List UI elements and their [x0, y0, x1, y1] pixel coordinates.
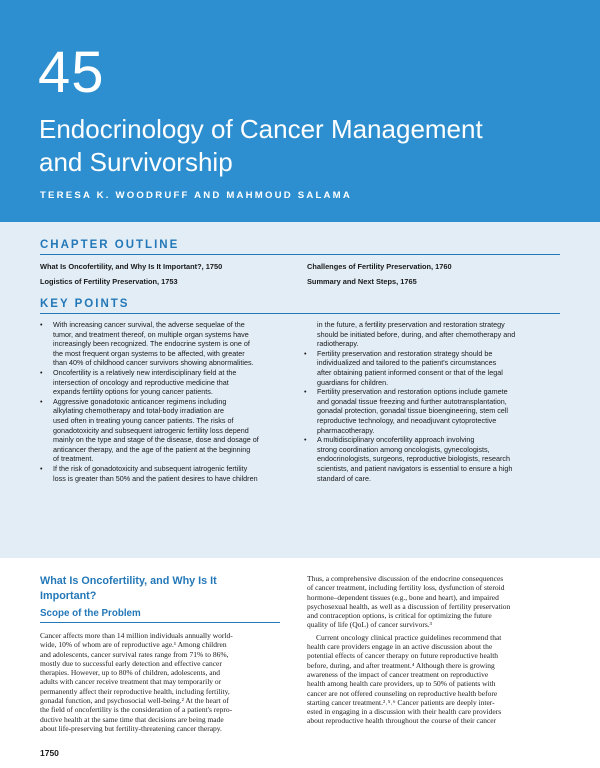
text-line: awareness of the impact of cancer treatment on reproductive: [307, 669, 489, 679]
outline-divider: [40, 254, 560, 255]
text-line: health care providers engage in an active discussion about the: [307, 642, 493, 652]
text-line: expands fertility options for young cancer patients.: [53, 387, 213, 397]
key-point-item: [40, 368, 302, 397]
chapter-title: [39, 113, 579, 179]
text-line: of treatment.: [53, 454, 94, 464]
text-line: guardians for children.: [317, 377, 389, 387]
text-line: hormone–dependent tissues (e.g., bone and heart), and impaired: [307, 592, 499, 602]
key-point-item: [40, 320, 302, 368]
text-line: Fertility preservation and restoration options include gamete: [317, 387, 508, 397]
key-points-left-column: [40, 320, 302, 483]
text-line: individualized and tailored to the patient's circumstances: [317, 358, 497, 368]
text-line: and contraception options, is critical for optimizing the future: [307, 611, 492, 621]
bullet-icon: •: [40, 367, 43, 377]
text-line: tumor, and treatment thereof, on multiple organ systems have: [53, 329, 249, 339]
text-line: gonadal protection, gonadal tissue bioengineering, stem cell: [317, 406, 508, 416]
key-point-continuation: [304, 320, 566, 349]
text-line: the most frequent organ systems to be affected, with greater: [53, 348, 245, 358]
text-line: cancer are not offered counseling on reproductive health before: [307, 688, 498, 698]
text-line: Cancer affects more than 14 million individuals annually world-: [40, 631, 233, 640]
key-point-item: [40, 397, 302, 464]
text-line: permanently affect their reproductive health, including fertility,: [40, 686, 230, 696]
bullet-icon: •: [40, 463, 43, 473]
text-line: gonadotoxicity and subsequent iatrogenic fertility loss depend: [53, 425, 249, 435]
text-line: psychosexual health, as well as a discussion of fertility preservation: [307, 601, 511, 611]
chapter-title-line: and Survivorship: [39, 147, 233, 177]
section-heading: [40, 574, 280, 604]
text-line: should be initiated before, during, and after chemotherapy and: [317, 329, 516, 339]
text-line: the field of oncofertility is the consideration of a patient's repro-: [40, 705, 233, 715]
text-line: mainly on the type and stage of the disease, dose and dosage of: [53, 435, 259, 445]
chapter-outline-heading: CHAPTER OUTLINE: [40, 239, 180, 251]
chapter-header-banner: [0, 0, 600, 222]
text-line: pharmacotherapy.: [317, 425, 375, 435]
text-line: of cancer treatment, including fertility loss, dysfunction of steroid: [307, 583, 505, 593]
text-line: loss is greater than 50% and the patient desires to have children: [53, 473, 258, 483]
key-point-item: [304, 387, 566, 435]
subsection-heading: Scope of the Problem: [40, 608, 280, 623]
chapter-title-line: Endocrinology of Cancer Management: [39, 114, 483, 144]
bullet-icon: •: [304, 387, 307, 397]
text-line: about life-preserving but fertility-threatening cancer therapy.: [40, 723, 222, 733]
text-line: mostly due to successful early detection and effective cancer: [40, 658, 222, 668]
outline-item[interactable]: Logistics of Fertility Preservation, 1753: [40, 277, 178, 286]
body-text-right-column: [307, 574, 560, 726]
text-line: Aggressive gonadotoxic anticancer regimens including: [53, 396, 227, 406]
text-line: in the future, a fertility preservation and restoration strategy: [317, 320, 505, 329]
text-line: endocrinologists, surgeons, reproductive biologists, research: [317, 454, 510, 464]
bullet-icon: •: [304, 435, 307, 445]
text-line: radiotherapy.: [317, 339, 359, 349]
text-line: gonadal function, and psychosocial well-being.² At the heart of: [40, 696, 229, 706]
section-heading-line: Important?: [40, 590, 97, 602]
text-line: and gonadal tissue freezing and further autotransplantation,: [317, 396, 507, 406]
body-paragraph: [307, 633, 560, 726]
text-line: quality of life (QoL) of cancer survivors.³: [307, 620, 432, 630]
text-line: Oncofertility is a relatively new interdisciplinary field at the: [53, 367, 237, 377]
text-line: adults with cancer receive treatment that may temporarily or: [40, 677, 222, 687]
text-line: about reproductive health throughout the course of their cancer: [307, 716, 497, 726]
outline-item[interactable]: Summary and Next Steps, 1765: [307, 277, 417, 286]
key-points-heading: KEY POINTS: [40, 298, 130, 310]
chapter-number: 45: [38, 40, 105, 105]
text-line: health among health care providers, up to 50% of patients with: [307, 679, 496, 689]
body-text-left-column: [40, 631, 286, 733]
chapter-authors: TERESA K. WOODRUFF AND MAHMOUD SALAMA: [40, 190, 352, 201]
text-line: starting cancer treatment.²˒⁵˒⁶ Cancer patients are deeply inter-: [307, 697, 495, 707]
bullet-icon: •: [304, 348, 307, 358]
text-line: after obtaining patient informed consent or that of the legal: [317, 367, 503, 377]
text-line: reproductive technology, and neoadjuvant cytoprotective: [317, 415, 497, 425]
bullet-icon: •: [40, 320, 43, 329]
key-point-item: [40, 464, 302, 483]
text-line: therapies. However, up to 80% of children, adolescents, and: [40, 668, 221, 678]
key-points-divider: [40, 313, 560, 314]
text-line: strong coordination among oncologists, gynecologists,: [317, 444, 490, 454]
text-line: anticancer therapy, and the age of the patient at the beginning: [53, 444, 251, 454]
text-line: than 40% of childhood cancer survivors showing abnormalities.: [53, 358, 254, 368]
text-line: alkylating chemotherapy and total-body irradiation are: [53, 406, 225, 416]
text-line: Current oncology clinical practice guidelines recommend that: [316, 632, 502, 642]
text-line: standard of care.: [317, 473, 371, 483]
text-line: With increasing cancer survival, the adverse sequelae of the: [53, 320, 245, 329]
text-line: increasingly been recognized. The endocrine system is one of: [53, 339, 250, 349]
text-line: Fertility preservation and restoration strategy should be: [317, 348, 493, 358]
text-line: If the risk of gonadotoxicity and subsequent iatrogenic fertility: [53, 463, 248, 473]
text-line: intersection of oncology and reproductive medicine that: [53, 377, 229, 387]
page-number: 1750: [40, 748, 59, 758]
text-line: used often in treating young cancer patients. The risks of: [53, 415, 234, 425]
key-points-right-column: [304, 320, 566, 483]
outline-item[interactable]: Challenges of Fertility Preservation, 1760: [307, 262, 452, 271]
text-line: potential effects of cancer therapy on future reproductive health: [307, 651, 499, 661]
key-point-item: [304, 349, 566, 387]
text-line: wide, 10% of whom are of reproductive age.¹ Among children: [40, 640, 227, 650]
text-line: Thus, a comprehensive discussion of the endocrine consequences: [307, 574, 504, 583]
outline-item[interactable]: What Is Oncofertility, and Why Is It Important?, 1750: [40, 262, 223, 271]
text-line: A multidisciplinary oncofertility approach involving: [317, 435, 475, 445]
text-line: scientists, and patient navigators is essential to ensure a high: [317, 463, 513, 473]
section-heading-line: What Is Oncofertility, and Why Is It: [40, 575, 217, 587]
key-points-list: [40, 320, 302, 483]
body-paragraph: [307, 574, 560, 630]
text-line: ested in engaging in a discussion with their health care providers: [307, 707, 502, 717]
text-line: and adolescents, cancer survival rates range from 71% to 86%,: [40, 649, 229, 659]
text-line: ductive health at the same time that decisions are being made: [40, 714, 224, 724]
bullet-icon: •: [40, 396, 43, 406]
key-points-list: [304, 349, 566, 483]
text-line: before, during, and after treatment.⁴ Although there is growing: [307, 660, 495, 670]
key-point-item: [304, 435, 566, 483]
